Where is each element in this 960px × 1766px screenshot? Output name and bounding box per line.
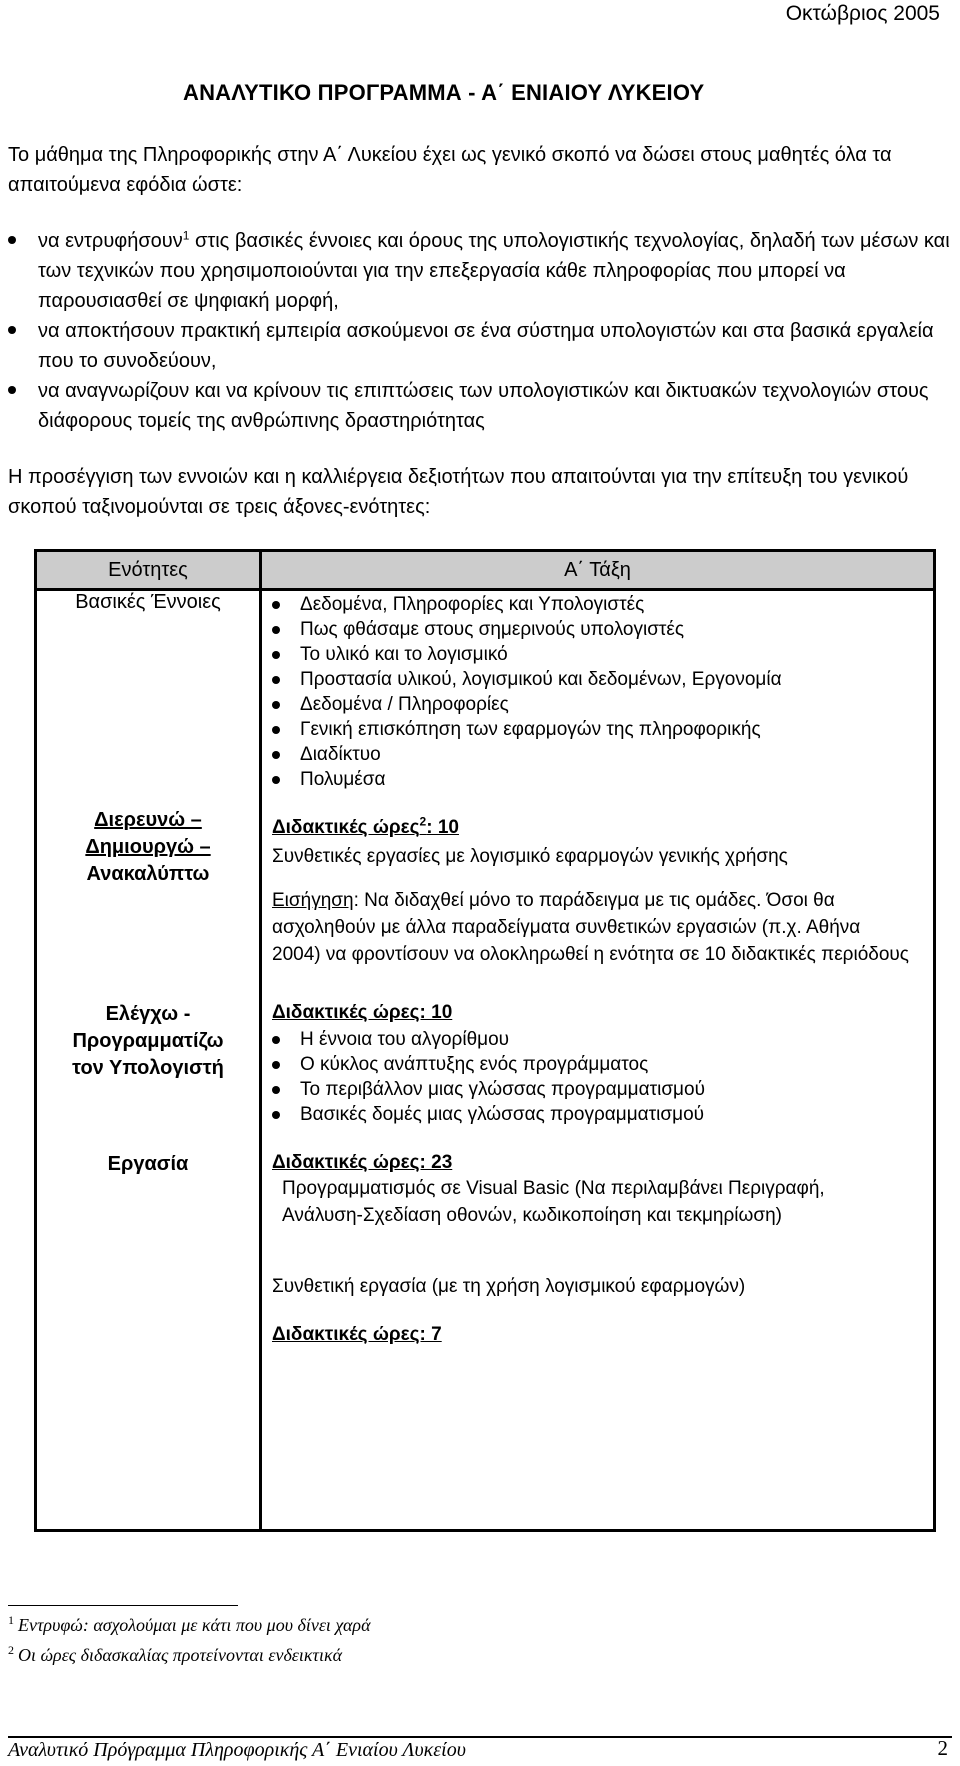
bullet-icon — [272, 676, 280, 684]
footnote-text: Οι ώρες διδασκαλίας προτείνονται ενδεικτικά — [18, 1645, 343, 1665]
header-units: Ενότητες — [37, 552, 262, 588]
bullet-icon — [272, 626, 280, 634]
bullet-icon — [272, 1086, 280, 1094]
goal-item — [0, 226, 958, 316]
topic-text: Πως φθάσαμε στους σημερινούς υπολογιστές — [300, 619, 685, 640]
footnote-ref: 1 — [182, 228, 190, 243]
topic-item — [262, 666, 782, 693]
unit2-hours — [272, 999, 452, 1026]
unit-explore-line1: Διερευνώ – — [94, 809, 202, 831]
topic-item — [262, 591, 644, 618]
footnote-1 — [8, 1613, 371, 1636]
unit-project: Εργασία — [107, 1153, 189, 1175]
footer-separator — [8, 1736, 952, 1738]
unit-basic-concepts: Βασικές Έννοιες — [75, 591, 221, 613]
unit2-note — [272, 887, 912, 968]
unit-explore — [37, 807, 259, 888]
unit-programming-line1: Ελέγχω - — [105, 1003, 191, 1025]
topic-text: Δεδομένα / Πληροφορίες — [300, 694, 509, 715]
footnote-text: Εντρυφώ: ασχολούμαι με κάτι που μου δίνει χαρά — [18, 1615, 371, 1635]
footer-title: Αναλυτικό Πρόγραμμα Πληροφορικής Α΄ Ενιαίου Λυκείου — [8, 1739, 466, 1761]
page-number: 2 — [937, 1736, 948, 1760]
bullet-icon — [272, 726, 280, 734]
unit3-hours — [272, 1149, 452, 1176]
topic-item — [262, 1026, 509, 1053]
goals-list — [0, 226, 960, 436]
bullet-icon — [272, 701, 280, 709]
topic-item — [262, 641, 508, 668]
intro-paragraph: Το μάθημα της Πληροφορικής στην Α΄ Λυκείου έχει ως γενικό σκοπό να δώσει στους μαθητές όλα τα απαιτούμενα εφόδια ώστε: — [8, 144, 892, 196]
unit-programming-line3: τον Υπολογιστή — [72, 1057, 224, 1079]
footnote-2 — [8, 1643, 342, 1666]
header-class: Α΄ Τάξη — [564, 559, 631, 581]
topic-text: Διαδίκτυο — [300, 744, 381, 765]
topic-item — [262, 766, 386, 793]
footnote-number: 1 — [8, 1613, 14, 1627]
bullet-icon — [272, 1036, 280, 1044]
unit4-hours — [272, 1321, 442, 1348]
topic-text: Δεδομένα, Πληροφορίες και Υπολογιστές — [300, 594, 645, 615]
topic-item — [262, 616, 684, 643]
unit-programming-line2: Προγραμματίζω — [72, 1030, 224, 1052]
unit-programming — [37, 1001, 259, 1082]
topic-text: Προστασία υλικού, λογισμικού και δεδομένων, Εργονομία — [300, 669, 782, 690]
goal-text: να αποκτήσουν πρακτική εμπειρία ασκούμενοι σε ένα σύστημα υπολογιστών και στα βασικά εργαλεία που το συνοδεύουν, — [38, 320, 934, 372]
document-title: ΑΝΑΛΥΤΙΚΟ ΠΡΟΓΡΑΜΜΑ - Α΄ ΕΝΙΑΙΟΥ ΛΥΚΕΙΟΥ — [183, 80, 705, 105]
bullet-icon — [8, 386, 16, 394]
goal-item — [0, 376, 958, 436]
note-label: Εισήγηση — [272, 890, 354, 911]
hours-label: Διδακτικές ώρες: 10 — [272, 1002, 453, 1023]
bullet-icon — [272, 651, 280, 659]
goal-text: να αναγνωρίζουν και να κρίνουν τις επιπτώσεις των υπολογιστικών και δικτυακών τεχνολογιών στους διάφορους τομείς της ανθρώπινης δραστηριότητας — [38, 380, 929, 432]
topic-text: Το περιβάλλον μιας γλώσσας προγραμματισμού — [300, 1079, 705, 1100]
goal-text-b: στις βασικές έννοιες και όρους της υπολογιστικής τεχνολογίας, δηλαδή των μέσων και των τεχνικών που χρησιμοποιούνται για την επεξεργασία κάθε πληροφορίας που μπορεί να παρουσιασθεί σε ψηφιακή μορφή, — [38, 230, 950, 312]
hours-value: : 10 — [426, 817, 459, 838]
bullet-icon — [8, 236, 16, 244]
topic-text: Γενική επισκόπηση των εφαρμογών της πληροφορικής — [300, 719, 761, 740]
bullet-icon — [272, 1111, 280, 1119]
topic-item — [262, 1101, 704, 1128]
header-date: Οκτώβριος 2005 — [785, 2, 940, 25]
topic-text: Η έννοια του αλγορίθμου — [300, 1029, 510, 1050]
note-text: : Να διδαχθεί μόνο το παράδειγμα με τις ομάδες. Όσοι θα ασχοληθούν με άλλα παραδείγματα συνθετικών εργασιών (π.χ. Αθήνα 2004) να φροντίσουν να ολοκληρωθεί η ενότητα σε 10 διδακτικές περιόδους — [272, 890, 909, 965]
topic-item — [262, 741, 381, 768]
unit2-description: Συνθετικές εργασίες με λογισμικό εφαρμογών γενικής χρήσης — [272, 846, 788, 867]
table-body — [37, 591, 933, 1529]
unit4-description: Προγραμματισμός σε Visual Basic (Να περιλαμβάνει Περιγραφή, Ανάλυση-Σχεδίαση οθονών, κωδικοποίηση και τεκμηρίωση) — [282, 1178, 825, 1226]
topic-text: Ο κύκλος ανάπτυξης ενός προγράμματος — [300, 1054, 649, 1075]
topic-text: Πολυμέσα — [300, 769, 386, 790]
bullet-icon — [272, 601, 280, 609]
approach-paragraph: Η προσέγγιση των εννοιών και η καλλιέργεια δεξιοτήτων που απαιτούνται για την επίτευξη του γενικού σκοπού ταξινομούνται σε τρεις άξονες-ενότητες: — [8, 466, 909, 518]
bullet-icon — [8, 326, 16, 334]
hours-label: Διδακτικές ώρες — [272, 817, 420, 838]
table-header — [37, 552, 933, 591]
bullet-icon — [272, 1061, 280, 1069]
goal-item — [0, 316, 958, 376]
topic-text: Βασικές δομές μιας γλώσσας προγραμματισμού — [300, 1104, 705, 1125]
topic-item — [262, 1051, 648, 1078]
unit1-hours — [272, 814, 459, 841]
topic-item — [262, 1076, 705, 1103]
topic-item — [262, 716, 761, 743]
topic-item — [262, 691, 509, 718]
unit-explore-line2: Δημιουργώ – — [85, 836, 211, 858]
hours-label: Διδακτικές ώρες: 23 — [272, 1152, 453, 1173]
unit4-secondary: Συνθετική εργασία (με τη χρήση λογισμικού εφαρμογών) — [272, 1276, 746, 1297]
curriculum-table — [34, 549, 936, 1532]
bullet-icon — [272, 776, 280, 784]
footnote-separator — [8, 1605, 238, 1606]
hours-label: Διδακτικές ώρες: 7 — [272, 1324, 442, 1345]
bullet-icon — [272, 751, 280, 759]
footnote-ref: 2 — [419, 814, 427, 829]
goal-text-a: να εντρυφήσουν — [38, 230, 183, 252]
footnote-number: 2 — [8, 1643, 14, 1657]
topic-text: Το υλικό και το λογισμικό — [300, 644, 508, 665]
unit-explore-line3: Ανακαλύπτω — [86, 863, 210, 885]
